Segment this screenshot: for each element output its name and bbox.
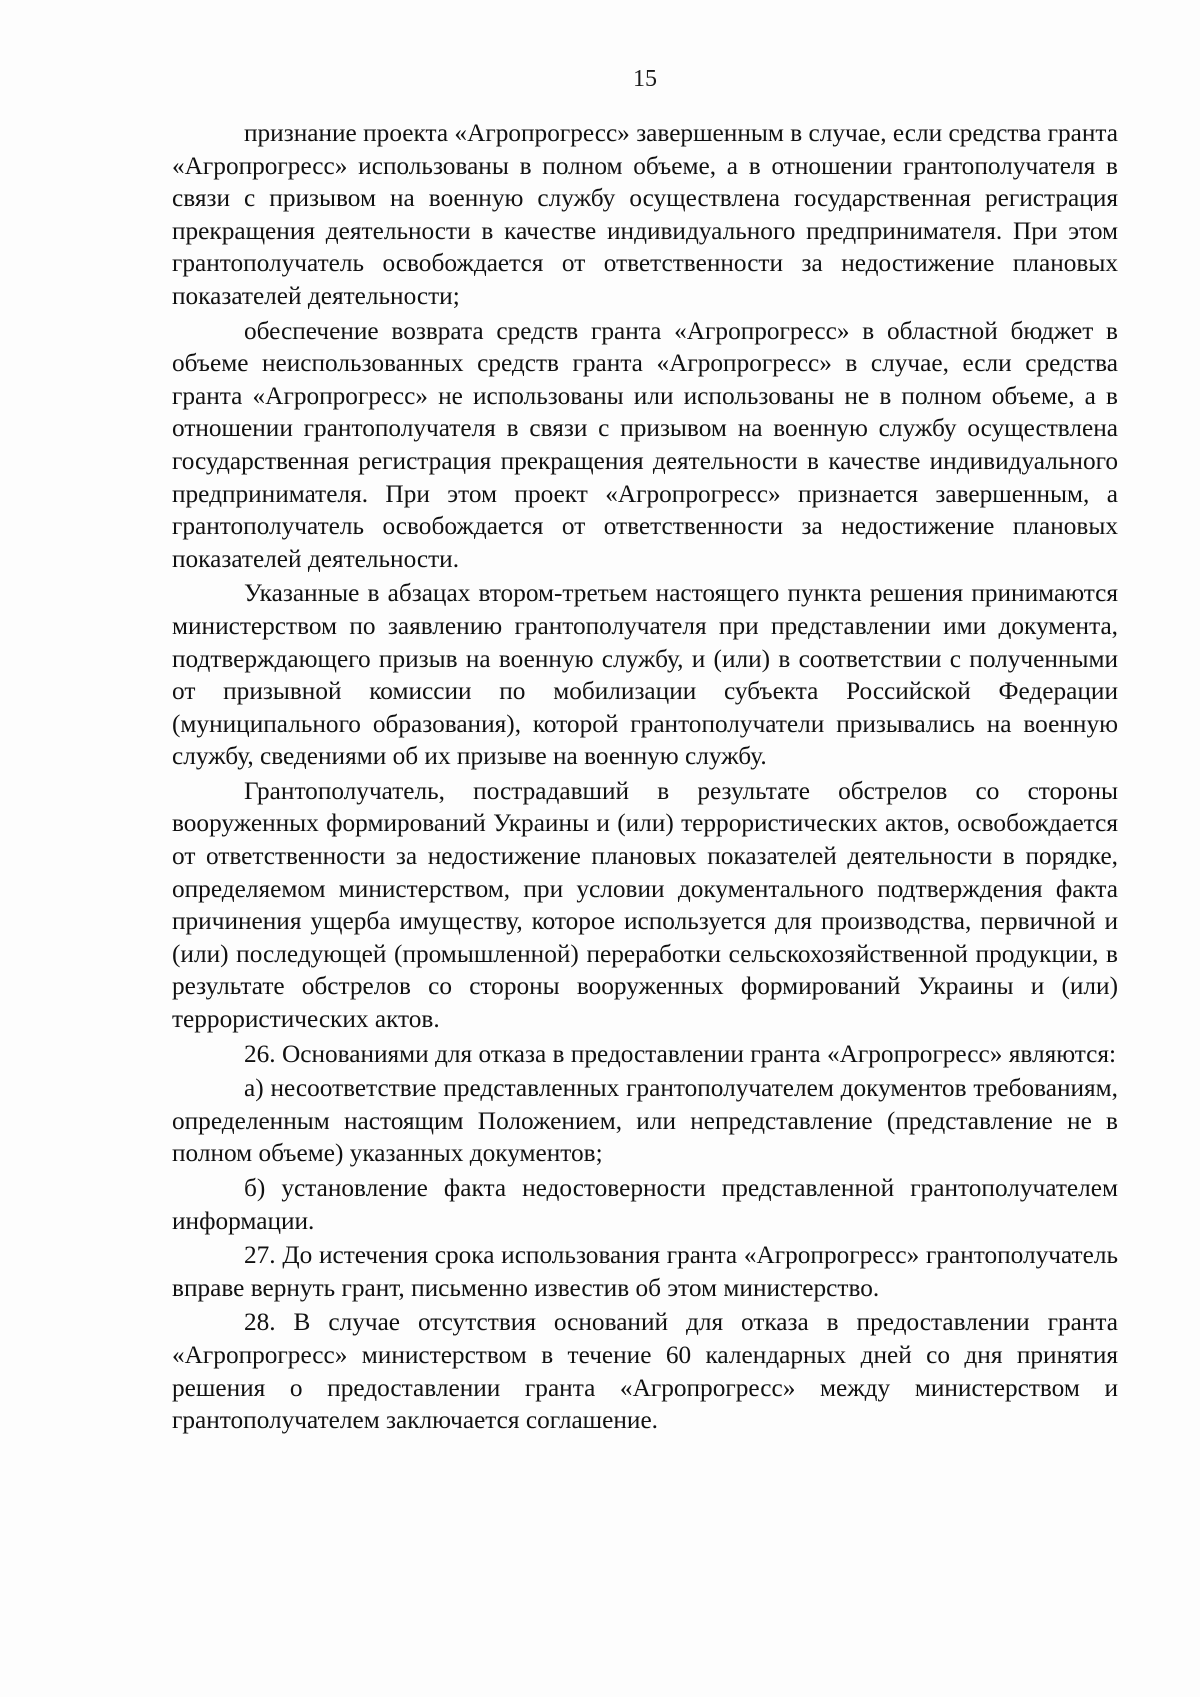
- paragraph-item-28: 28. В случае отсутствия оснований для отказа в предоставлении гранта «Агропрогресс» министерством в течение 60 календарных дней со дня принятия решения о предоставлении гранта «Агропрогресс» между министерством и грантополучателем заключается соглашение.: [172, 1308, 1118, 1435]
- paragraph-item-27: 27. До истечения срока использования гранта «Агропрогресс» грантополучатель вправе вернуть грант, письменно известив об этом министерство.: [172, 1241, 1118, 1302]
- document-body: [172, 117, 1118, 1437]
- paragraph-shelling-exemption: Грантополучатель, пострадавший в результате обстрелов со стороны вооруженных формирований Украины и (или) террористических актов, освобождается от ответственности за недостижение плановых показателей деятельности в порядке, определяемом министерством, при условии документального подтверждения факта причинения ущерба имуществу, которое используется для производства, первичной и (или) последующей (промышленной) переработки сельскохозяйственной продукции, в результате обстрелов со стороны вооруженных формирований Украины и (или) террористических актов.: [172, 776, 1118, 1034]
- paragraph-item-26-b: б) установление факта недостоверности представленной грантополучателем информации.: [172, 1174, 1118, 1235]
- page-number: 15: [633, 66, 657, 92]
- paragraph-refund-provision: обеспечение возврата средств гранта «Агропрогресс» в областной бюджет в объеме неиспользованных средств гранта «Агропрогресс» в случае, если средства гранта «Агропрогресс» не использованы или использованы не в полном объеме, а в отношении грантополучателя в связи с призывом на военную службу осуществлена государственная регистрация прекращения деятельности в качестве индивидуального предпринимателя. При этом проект «Агропрогресс» признается завершенным, а грантополучатель освобождается от ответственности за недостижение плановых показателей деятельности.: [172, 316, 1118, 573]
- paragraph-item-26: 26. Основаниями для отказа в предоставлении гранта «Агропрогресс» являются:: [244, 1039, 1117, 1068]
- paragraph-recognition-completed: признание проекта «Агропрогресс» завершенным в случае, если средства гранта «Агропрогресс» использованы в полном объеме, а в отношении грантополучателя в связи с призывом на военную службу осуществлена государственная регистрация прекращения деятельности в качестве индивидуального предпринимателя. При этом грантополучатель освобождается от ответственности за недостижение плановых показателей деятельности;: [172, 119, 1118, 310]
- paragraph-item-26-a: а) несоответствие представленных грантополучателем документов требованиям, определенным настоящим Положением, или непредставление (представление не в полном объеме) указанных документов;: [172, 1074, 1118, 1168]
- paragraph-decisions-by-ministry: Указанные в абзацах втором-третьем настоящего пункта решения принимаются министерством по заявлению грантополучателя при представлении ими документа, подтверждающего призыв на военную службу, и (или) в соответствии с полученными от призывной комиссии по мобилизации субъекта Российской Федерации (муниципального образования), которой грантополучатели призывались на военную службу, сведениями об их призыве на военную службу.: [172, 579, 1118, 771]
